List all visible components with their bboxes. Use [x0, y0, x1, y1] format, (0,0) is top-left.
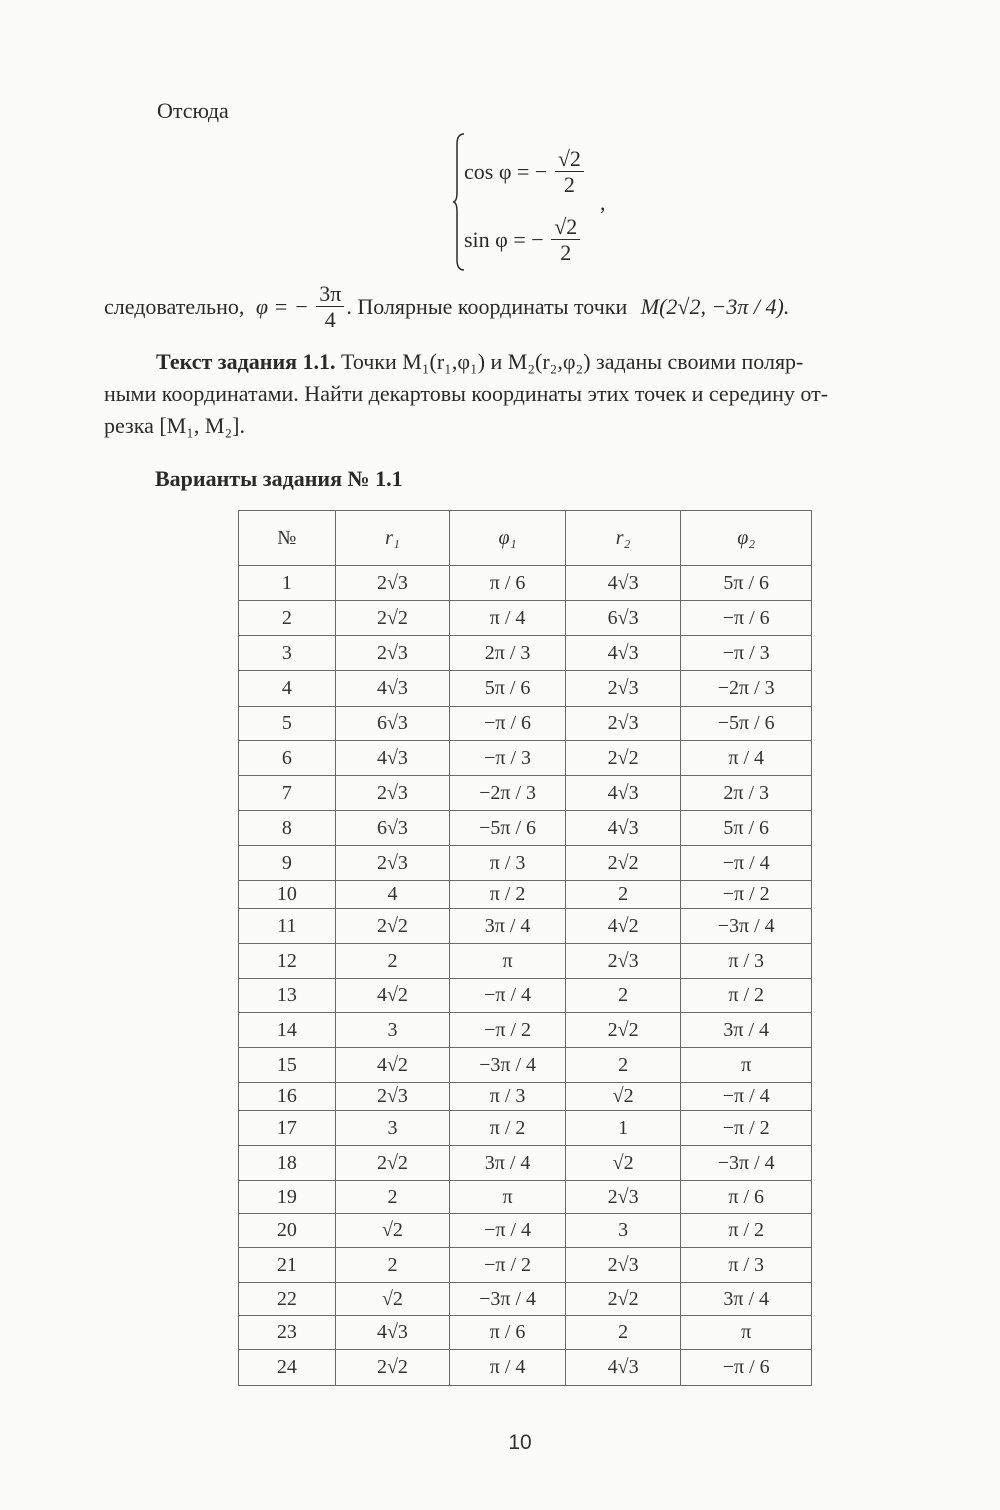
table-row: [239, 1181, 812, 1214]
cell-r1: 2√2: [335, 601, 450, 636]
cell-phi1: −π / 2: [450, 1248, 566, 1283]
table-row: [239, 671, 812, 707]
cell-phi1: 2π / 3: [450, 636, 566, 671]
cell-phi1: 3π / 4: [450, 1146, 566, 1181]
cell-phi2: −π / 4: [681, 846, 812, 881]
cell-r1: 4√3: [335, 741, 450, 776]
cell-phi2: π / 2: [681, 1214, 812, 1248]
cell-phi1: π / 6: [450, 566, 566, 601]
cell-r2: 3: [565, 1214, 681, 1248]
table-row: [239, 566, 812, 601]
cell-phi2: π / 2: [681, 979, 812, 1013]
sin-fraction: [551, 214, 580, 266]
cell-number: 4: [239, 671, 336, 707]
intro-text: Отсюда: [157, 98, 229, 123]
cell-phi2: 5π / 6: [681, 811, 812, 846]
table-row: [239, 811, 812, 846]
table-row: [239, 707, 812, 741]
cell-r2: 4√3: [565, 1350, 681, 1386]
cell-r1: 2√3: [335, 566, 450, 601]
cell-phi1: −3π / 4: [450, 1048, 566, 1083]
cell-r2: 2√2: [565, 741, 681, 776]
cell-r2: 2: [565, 1048, 681, 1083]
cell-r2: 2√3: [565, 671, 681, 707]
cell-number: 13: [239, 979, 336, 1013]
cell-r2: √2: [565, 1146, 681, 1181]
table-row: [239, 1013, 812, 1048]
table-row: [239, 1111, 812, 1146]
cell-r1: 2: [335, 1181, 450, 1214]
table-row: [239, 846, 812, 881]
equation-system: [452, 132, 622, 272]
variants-heading: Варианты задания № 1.1: [155, 466, 403, 491]
cell-number: 6: [239, 741, 336, 776]
cell-r1: 2√2: [335, 1146, 450, 1181]
cell-phi1: −2π / 3: [450, 776, 566, 811]
cell-phi2: −π / 4: [681, 1083, 812, 1111]
cell-r1: √2: [335, 1283, 450, 1316]
cell-r2: 2: [565, 979, 681, 1013]
cell-number: 2: [239, 601, 336, 636]
cell-phi1: −π / 3: [450, 741, 566, 776]
cell-r1: 6√3: [335, 811, 450, 846]
cell-number: 16: [239, 1083, 336, 1111]
cell-r1: 4√2: [335, 979, 450, 1013]
task-line-2: ными координатами. Найти декартовы координаты этих точек и середину от-: [104, 381, 829, 406]
cell-r2: √2: [565, 1083, 681, 1111]
cell-number: 15: [239, 1048, 336, 1083]
conclusion-prefix: следовательно,: [104, 293, 245, 319]
table-row: [239, 1214, 812, 1248]
cell-phi1: −π / 6: [450, 707, 566, 741]
table-row: [239, 636, 812, 671]
table-row: [239, 909, 812, 944]
task-label: Текст задания 1.1.: [156, 349, 336, 374]
cos-numerator: √2: [555, 146, 584, 172]
cell-phi2: −3π / 4: [681, 1146, 812, 1181]
cell-phi2: 2π / 3: [681, 776, 812, 811]
table-row: [239, 944, 812, 979]
sin-lhs: sin φ = −: [464, 226, 544, 252]
cell-phi2: π / 3: [681, 1248, 812, 1283]
table-row: [239, 741, 812, 776]
cell-r2: 4√3: [565, 811, 681, 846]
table-row: [239, 979, 812, 1013]
cell-phi2: −π / 6: [681, 601, 812, 636]
cell-r1: 4√2: [335, 1048, 450, 1083]
cell-phi2: π: [681, 1048, 812, 1083]
cell-r2: 6√3: [565, 601, 681, 636]
header-number: №: [239, 511, 336, 566]
phi-numerator: 3π: [316, 281, 344, 307]
cell-r2: 4√3: [565, 636, 681, 671]
table-row: [239, 1316, 812, 1350]
phi-fraction: [316, 281, 344, 333]
cell-number: 8: [239, 811, 336, 846]
cell-r2: 2: [565, 881, 681, 909]
cell-phi2: −π / 6: [681, 1350, 812, 1386]
cell-phi1: π / 6: [450, 1316, 566, 1350]
conclusion-line: [104, 281, 789, 333]
cell-phi1: −5π / 6: [450, 811, 566, 846]
cell-number: 1: [239, 566, 336, 601]
cell-r2: 2√2: [565, 1013, 681, 1048]
cell-r2: 4√3: [565, 566, 681, 601]
cell-number: 19: [239, 1181, 336, 1214]
cell-r1: 2√3: [335, 636, 450, 671]
cell-phi2: −3π / 4: [681, 909, 812, 944]
cell-phi1: π / 4: [450, 1350, 566, 1386]
cell-r1: 2√3: [335, 846, 450, 881]
cell-number: 11: [239, 909, 336, 944]
cell-r1: 3: [335, 1013, 450, 1048]
task-paragraph: [104, 346, 952, 442]
cell-phi1: 5π / 6: [450, 671, 566, 707]
sin-numerator: √2: [551, 214, 580, 240]
cell-number: 7: [239, 776, 336, 811]
cell-phi1: π / 2: [450, 1111, 566, 1146]
conclusion-middle: . Полярные координаты точки: [346, 293, 628, 319]
cell-r2: 4√2: [565, 909, 681, 944]
cell-r1: 2√3: [335, 776, 450, 811]
cell-phi1: π / 2: [450, 881, 566, 909]
task-line-1: [104, 346, 952, 378]
cell-phi1: 3π / 4: [450, 909, 566, 944]
cell-number: 12: [239, 944, 336, 979]
cell-phi2: π: [681, 1316, 812, 1350]
table-row: [239, 1283, 812, 1316]
cell-number: 23: [239, 1316, 336, 1350]
variants-table: [238, 510, 812, 1386]
cell-number: 9: [239, 846, 336, 881]
task-line-1-text: Точки M₁(r₁,φ₁) и M₂(r₂,φ₂) заданы своими поляр-: [341, 349, 804, 374]
phi-denominator: 4: [324, 307, 336, 333]
header-r2: r₂: [565, 511, 681, 566]
cell-phi2: 3π / 4: [681, 1013, 812, 1048]
cell-phi2: 3π / 4: [681, 1283, 812, 1316]
cell-r2: 2√3: [565, 1181, 681, 1214]
cell-r2: 2√3: [565, 944, 681, 979]
cell-r1: 6√3: [335, 707, 450, 741]
cell-r2: 2√3: [565, 707, 681, 741]
table-row: [239, 1350, 812, 1386]
polar-point: M(2√2, −3π / 4).: [640, 293, 790, 319]
cell-number: 20: [239, 1214, 336, 1248]
cell-r1: 2√3: [335, 1083, 450, 1111]
cell-phi1: π / 3: [450, 846, 566, 881]
cos-equation: [464, 146, 586, 198]
task-line-3: резка [M₁, M₂].: [104, 413, 245, 438]
cell-r2: 4√3: [565, 776, 681, 811]
sin-denominator: 2: [560, 240, 572, 266]
cell-number: 24: [239, 1350, 336, 1386]
cell-r1: 2√2: [335, 909, 450, 944]
cell-number: 18: [239, 1146, 336, 1181]
cell-number: 17: [239, 1111, 336, 1146]
cell-number: 22: [239, 1283, 336, 1316]
cell-phi1: π / 3: [450, 1083, 566, 1111]
table-row: [239, 601, 812, 636]
table-row: [239, 776, 812, 811]
phi-lhs: φ = −: [255, 293, 309, 319]
header-phi2: φ₂: [681, 511, 812, 566]
cell-phi1: π: [450, 944, 566, 979]
cell-r1: √2: [335, 1214, 450, 1248]
cell-number: 14: [239, 1013, 336, 1048]
cos-fraction: [555, 146, 584, 198]
cell-phi2: π / 4: [681, 741, 812, 776]
cell-r1: 2√2: [335, 1350, 450, 1386]
cell-r2: 2: [565, 1316, 681, 1350]
cell-phi2: −π / 2: [681, 881, 812, 909]
cell-phi1: π: [450, 1181, 566, 1214]
cell-phi2: −π / 2: [681, 1111, 812, 1146]
cell-r2: 2√2: [565, 846, 681, 881]
table-row: [239, 1048, 812, 1083]
cos-denominator: 2: [563, 172, 575, 198]
cell-phi2: π / 6: [681, 1181, 812, 1214]
cell-number: 5: [239, 707, 336, 741]
table-body: [239, 566, 812, 1386]
cell-phi1: −π / 4: [450, 979, 566, 1013]
cell-phi2: −2π / 3: [681, 671, 812, 707]
page-number: 10: [508, 1431, 532, 1454]
table-row: [239, 1248, 812, 1283]
table-header-row: [239, 511, 812, 566]
cell-phi2: −5π / 6: [681, 707, 812, 741]
cell-number: 3: [239, 636, 336, 671]
cell-r1: 2: [335, 944, 450, 979]
cell-r2: 2√3: [565, 1248, 681, 1283]
cos-lhs: cos φ = −: [464, 158, 548, 184]
table-row: [239, 881, 812, 909]
cell-r1: 2: [335, 1248, 450, 1283]
cell-r2: 2√2: [565, 1283, 681, 1316]
cell-phi1: −π / 4: [450, 1214, 566, 1248]
cell-r1: 4: [335, 881, 450, 909]
cell-r1: 4√3: [335, 671, 450, 707]
cell-phi2: π / 3: [681, 944, 812, 979]
sin-equation: [464, 214, 582, 266]
cell-r1: 4√3: [335, 1316, 450, 1350]
cell-phi2: 5π / 6: [681, 566, 812, 601]
cell-number: 21: [239, 1248, 336, 1283]
table-row: [239, 1083, 812, 1111]
header-phi1: φ₁: [450, 511, 566, 566]
cell-number: 10: [239, 881, 336, 909]
cell-r1: 3: [335, 1111, 450, 1146]
header-r1: r₁: [335, 511, 450, 566]
cell-phi2: −π / 3: [681, 636, 812, 671]
cell-phi1: −3π / 4: [450, 1283, 566, 1316]
cell-phi1: π / 4: [450, 601, 566, 636]
cell-phi1: −π / 2: [450, 1013, 566, 1048]
system-comma: ,: [600, 190, 606, 215]
table-row: [239, 1146, 812, 1181]
cell-r2: 1: [565, 1111, 681, 1146]
